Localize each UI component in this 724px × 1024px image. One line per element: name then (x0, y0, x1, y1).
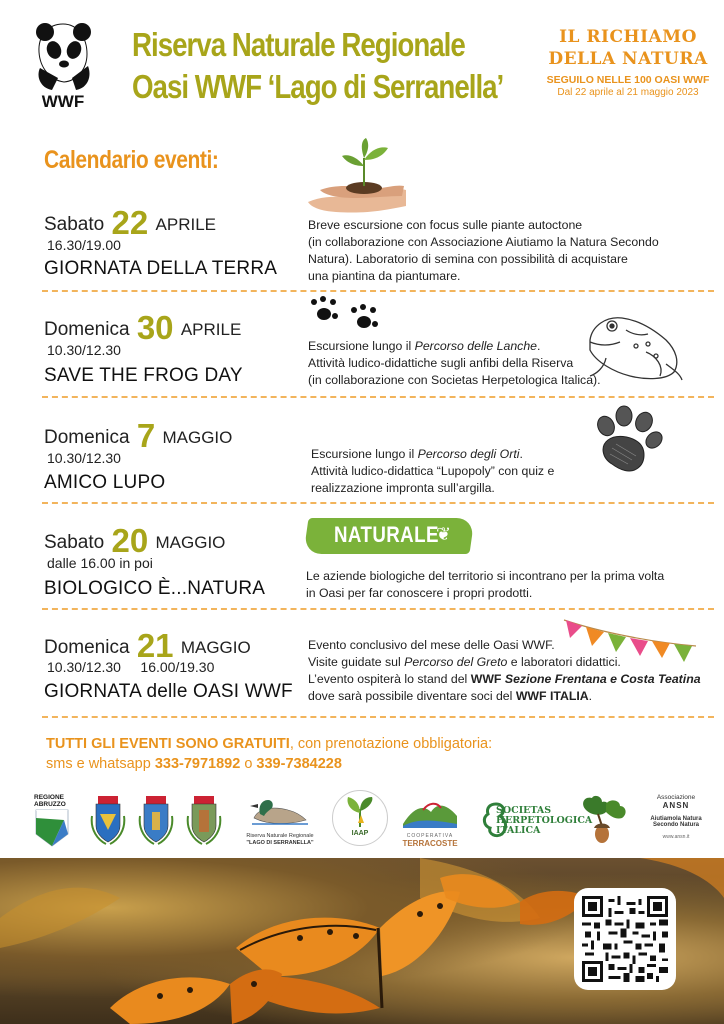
desc-line: Natura). Laboratorio di semina con possibilità di acquistare (308, 252, 628, 266)
logo-text: REGIONE (34, 794, 64, 801)
qr-code[interactable] (574, 888, 676, 990)
naturale-banner-text: NATURALE (334, 522, 439, 547)
free-events-bold: TUTTI GLI EVENTI SONO GRATUITI (46, 736, 290, 752)
event-day-number: 30 (136, 309, 174, 346)
municipal-crest-2-icon (138, 796, 174, 846)
page-title (132, 24, 574, 108)
phone-number-2[interactable]: 339-7384228 (256, 756, 342, 772)
panda-icon (30, 18, 96, 92)
logo-text: Aiutiamola Natura (650, 816, 702, 822)
desc-line: realizzazione impronta sull’argilla. (311, 481, 495, 495)
logo-text: ANSN (662, 801, 690, 810)
event-time: 10.30/12.30 (47, 342, 121, 358)
event-day-number: 20 (111, 522, 149, 559)
event-day-number: 21 (136, 627, 174, 664)
trail-name: Percorso delle Lanche (414, 339, 538, 353)
desc-text: L’evento ospiterà lo stand del (308, 672, 471, 686)
logo-text: SOCIETAS (496, 805, 552, 816)
desc-line: (in collaborazione con Associazione Aiutiamo la Natura Secondo (308, 235, 659, 249)
event-day-number: 22 (111, 204, 149, 241)
event-weekday: Domenica (44, 319, 130, 340)
desc-line: Le aziende biologiche del territorio si incontrano per la prima volta (306, 569, 665, 583)
serranella-reserve-logo (238, 798, 322, 847)
desc-line (311, 446, 554, 463)
event-month: APRILE (155, 215, 216, 234)
event-time: dalle 16.00 in poi (47, 555, 153, 571)
event-time: 10.30/12.30 16.00/19.30 (47, 659, 215, 675)
desc-text: . (588, 689, 593, 703)
desc-line: Breve escursione con focus sulle piante autoctone (308, 218, 583, 232)
section-name: Sezione Frentana e Costa Teatina (504, 672, 701, 686)
desc-bold: WWF ITALIA (515, 689, 589, 703)
event-description (308, 637, 701, 705)
event-weekday: Sabato (44, 214, 105, 235)
ansn-logo (636, 794, 716, 840)
logo-text: COOPERATIVA (406, 833, 454, 839)
partner-logos (0, 788, 724, 856)
desc-text: . (519, 447, 523, 461)
event-weekday: Sabato (44, 532, 105, 553)
event-description (311, 446, 554, 497)
divider (42, 716, 714, 718)
desc-text: Visite guidate sul (308, 655, 405, 669)
event-weekday: Domenica (44, 637, 130, 658)
leaf-icon: ❦ (436, 524, 452, 544)
logo-text: ITALICA (496, 825, 541, 836)
logo-text: IAAP (351, 830, 369, 837)
desc-text: Escursione lungo il (311, 447, 418, 461)
desc-text: dove sarà possibile diventare soci del (308, 689, 516, 703)
trail-name: Percorso degli Orti (417, 447, 520, 461)
event-weekday: Domenica (44, 427, 130, 448)
wwf-logo-text: WWF (41, 92, 85, 111)
desc-line (308, 338, 601, 355)
callout-line-1: IL RICHIAMO (559, 27, 697, 47)
website-link[interactable]: www.ansn.it (662, 834, 690, 840)
regione-abruzzo-logo (34, 794, 74, 853)
desc-line (308, 654, 701, 671)
divider (42, 608, 714, 610)
terracoste-logo (398, 798, 462, 848)
hills-icon (401, 798, 459, 828)
wwf-logo (30, 18, 96, 114)
desc-text: . (537, 339, 541, 353)
wolf-paw-icon (582, 404, 672, 494)
event-month: MAGGIO (180, 638, 251, 657)
event-month: APRILE (180, 320, 242, 339)
desc-line: Attività ludico-didattiche sugli anfibi della Riserva (308, 356, 574, 370)
event-time: 16.30/19.00 (47, 237, 121, 253)
title-line-2: Oasi WWF ‘Lago di Serranella’ (132, 68, 504, 105)
butterfly-2-icon (110, 969, 282, 1024)
logo-text: Riserva Naturale Regionale (246, 833, 314, 839)
event-description (306, 568, 664, 602)
desc-line: in Oasi per far conoscere i propri prodotti. (306, 586, 533, 600)
trail-name: Percorso del Greto (404, 655, 508, 669)
desc-line (308, 688, 701, 705)
event-day-number: 7 (136, 417, 156, 454)
divider (42, 396, 714, 398)
oak-acorn-icon (576, 794, 632, 848)
event-description (308, 338, 601, 389)
iaap-logo (332, 790, 388, 846)
event-name: BIOLOGICO È...NATURA (44, 578, 266, 599)
logo-text: "LAGO DI SERRANELLA" (246, 840, 314, 846)
logo-text: ABRUZZO (34, 801, 66, 808)
qr-code-icon (582, 896, 668, 982)
calendar-heading: Calendario eventi: (44, 146, 219, 174)
campaign-callout (540, 26, 716, 98)
municipal-crest-3-icon (186, 796, 222, 846)
logo-text: Secondo Natura (652, 822, 699, 828)
contact-separator: o (240, 756, 257, 772)
desc-line: Attività ludico-didattica “Lupopoly” con quiz e (311, 464, 555, 478)
free-events-note (46, 736, 492, 752)
logo-text: TERRACOSTE (402, 839, 458, 848)
callout-dates: Dal 22 aprile al 21 maggio 2023 (557, 87, 699, 98)
callout-line-3: SEGUILO NELLE 100 OASI WWF (546, 74, 710, 86)
municipal-crest-1-icon (90, 796, 126, 846)
event-name: GIORNATA delle OASI WWF (44, 681, 293, 702)
desc-line: (in collaborazione con Societas Herpetologica Italica). (308, 373, 601, 387)
duck-icon (248, 798, 312, 828)
divider (42, 290, 714, 292)
divider (42, 502, 714, 504)
event-name: GIORNATA DELLA TERRA (44, 258, 278, 279)
logo-text: Associazione (656, 794, 696, 801)
desc-line: una piantina da piantumare. (308, 269, 461, 283)
event-name: SAVE THE FROG DAY (44, 365, 243, 386)
frog-footprints-icon (308, 294, 382, 338)
event-description (308, 217, 659, 285)
event-month: MAGGIO (162, 428, 233, 447)
desc-text: Escursione lungo il (308, 339, 415, 353)
contact-label: sms e whatsapp (46, 756, 155, 772)
event-time: 10.30/12.30 (47, 450, 121, 466)
logo-text: HERPETOLOGICA (496, 815, 593, 826)
phone-number-1[interactable]: 333-7971892 (154, 756, 241, 772)
desc-line: Evento conclusivo del mese delle Oasi WWF. (308, 638, 555, 652)
abruzzo-emblem-icon (34, 808, 70, 848)
free-events-text: , con prenotazione obbligatoria: (289, 736, 493, 752)
event-name: AMICO LUPO (44, 472, 166, 493)
desc-bold: WWF (470, 672, 505, 686)
desc-line (308, 671, 701, 688)
desc-text: e laboratori didattici. (507, 655, 621, 669)
event-month: MAGGIO (155, 533, 226, 552)
frog-icon (586, 306, 684, 384)
contact-line (46, 756, 342, 772)
callout-line-2: DELLA NATURA (548, 49, 708, 69)
leaves-icon (340, 795, 380, 829)
seedling-hands-icon (306, 136, 410, 218)
title-line-1: Riserva Naturale Regionale (132, 26, 465, 63)
